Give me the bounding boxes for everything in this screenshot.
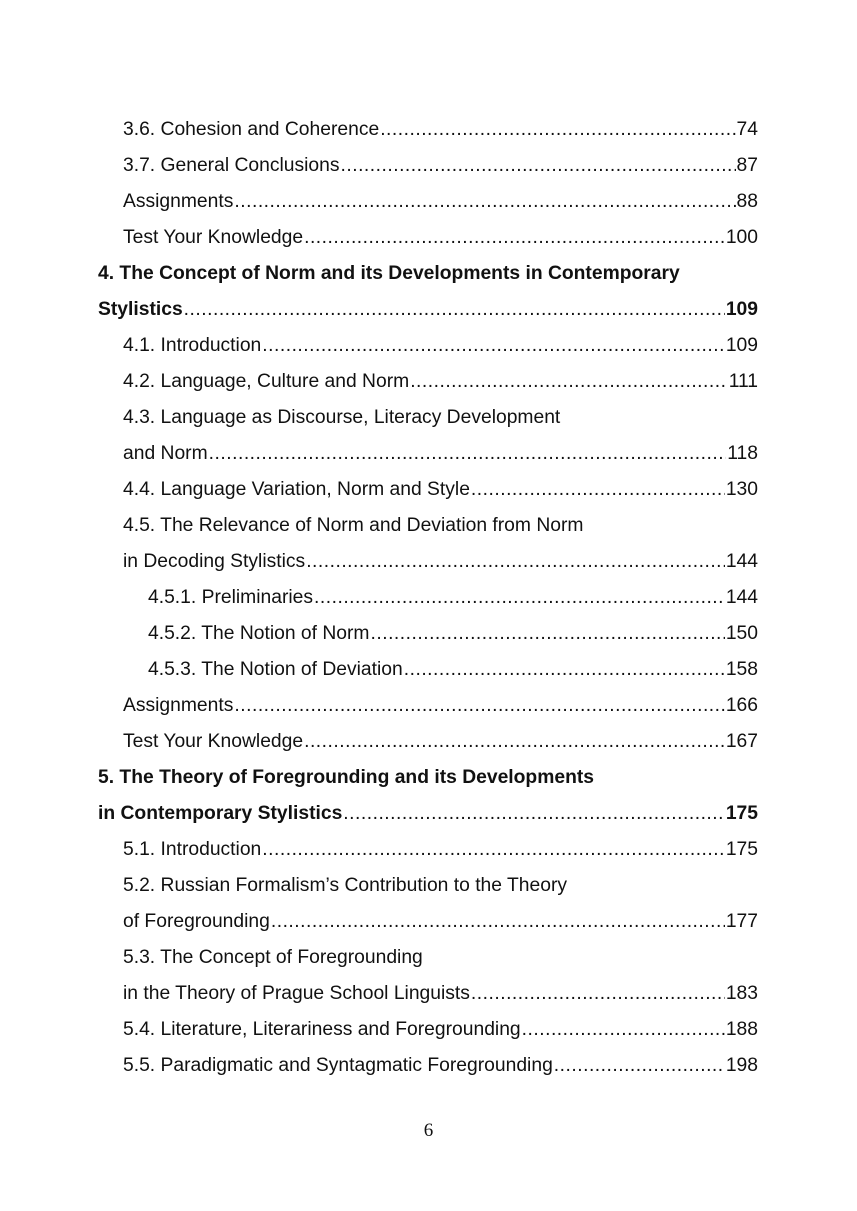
toc-dot-leader [234, 184, 735, 220]
toc-entry-page: 74 [736, 119, 758, 140]
toc-entry-title: 5.1. Introduction [123, 839, 262, 860]
toc-dot-leader [404, 652, 725, 688]
toc-entry-page: 175 [725, 839, 758, 860]
toc-entry [98, 1012, 758, 1048]
toc-dot-leader [380, 112, 735, 148]
toc-entry [98, 832, 758, 868]
toc-entry [98, 184, 758, 220]
toc-entry [98, 148, 758, 184]
toc-entry-title: of Foregrounding [123, 911, 270, 932]
toc-entry [98, 940, 758, 976]
toc-entry-title: and Norm [123, 443, 208, 464]
page-number: 6 [423, 1120, 434, 1141]
toc-entry [98, 472, 758, 508]
toc-entry-page: 166 [725, 695, 758, 716]
toc-entry [98, 292, 758, 328]
toc-entry-title: 5.4. Literature, Literariness and Foregrounding [123, 1019, 521, 1040]
toc-entry-page: 188 [725, 1019, 758, 1040]
toc-dot-leader [234, 688, 724, 724]
toc-entry [98, 616, 758, 652]
toc-entry-title: 5.2. Russian Formalism’s Contribution to the Theory [123, 875, 568, 896]
toc-dot-leader [371, 616, 725, 652]
table-of-contents [98, 112, 758, 1084]
toc-entry [98, 400, 758, 436]
toc-entry [98, 112, 758, 148]
toc-dot-leader [184, 292, 725, 328]
toc-entry [98, 976, 758, 1012]
toc-dot-leader [271, 904, 725, 940]
toc-entry-title: 4.5.2. The Notion of Norm [148, 623, 370, 644]
toc-entry-title: 4. The Concept of Norm and its Developments in Contemporary [98, 263, 680, 284]
toc-entry-page: 109 [725, 335, 758, 356]
toc-entry-page: 150 [725, 623, 758, 644]
toc-entry-page: 109 [725, 299, 758, 320]
toc-entry-title: 5.5. Paradigmatic and Syntagmatic Foregrounding [123, 1055, 553, 1076]
toc-entry-title: Assignments [123, 191, 234, 212]
toc-entry-title: 4.1. Introduction [123, 335, 262, 356]
toc-dot-leader [304, 220, 725, 256]
toc-entry [98, 256, 758, 292]
toc-entry [98, 904, 758, 940]
toc-entry [98, 652, 758, 688]
toc-entry-page: 100 [725, 227, 758, 248]
toc-entry-page: 88 [736, 191, 758, 212]
toc-entry-page: 183 [725, 983, 758, 1004]
toc-entry-title: Assignments [123, 695, 234, 716]
toc-entry-page: 198 [725, 1055, 758, 1076]
toc-entry-title: Test Your Knowledge [123, 731, 304, 752]
toc-entry-page: 130 [725, 479, 758, 500]
toc-dot-leader [209, 436, 727, 472]
toc-dot-leader [262, 328, 725, 364]
toc-entry-title: Stylistics [98, 299, 183, 320]
toc-entry-page: 87 [736, 155, 758, 176]
toc-dot-leader [262, 832, 725, 868]
toc-entry-page: 177 [725, 911, 758, 932]
toc-entry-title: 3.6. Cohesion and Coherence [123, 119, 380, 140]
toc-entry [98, 724, 758, 760]
toc-entry [98, 328, 758, 364]
toc-entry-title: 4.4. Language Variation, Norm and Style [123, 479, 470, 500]
toc-dot-leader [341, 148, 736, 184]
toc-entry-page: 158 [725, 659, 758, 680]
toc-entry-title: 5. The Theory of Foregrounding and its Developments [98, 767, 595, 788]
toc-entry-page: 111 [728, 371, 758, 392]
toc-dot-leader [522, 1012, 725, 1048]
toc-dot-leader [554, 1048, 725, 1084]
toc-entry-title: 4.5.1. Preliminaries [148, 587, 314, 608]
toc-dot-leader [314, 580, 725, 616]
toc-entry [98, 688, 758, 724]
toc-entry-title: in Decoding Stylistics [123, 551, 306, 572]
toc-entry [98, 364, 758, 400]
toc-entry [98, 1048, 758, 1084]
toc-dot-leader [410, 364, 728, 400]
toc-dot-leader [471, 472, 725, 508]
toc-entry-title: 4.5.3. The Notion of Deviation [148, 659, 403, 680]
toc-dot-leader [343, 796, 725, 832]
toc-entry-title: in the Theory of Prague School Linguists [123, 983, 470, 1004]
toc-entry-page: 144 [725, 551, 758, 572]
toc-entry-title: 4.3. Language as Discourse, Literacy Development [123, 407, 561, 428]
toc-entry-title: 3.7. General Conclusions [123, 155, 340, 176]
toc-entry-title: Test Your Knowledge [123, 227, 304, 248]
toc-entry-title: in Contemporary Stylistics [98, 803, 343, 824]
toc-entry [98, 868, 758, 904]
toc-entry-page: 175 [725, 803, 758, 824]
toc-entry [98, 508, 758, 544]
toc-dot-leader [306, 544, 725, 580]
toc-entry-page: 144 [725, 587, 758, 608]
toc-entry [98, 436, 758, 472]
toc-entry [98, 220, 758, 256]
toc-entry-title: 4.2. Language, Culture and Norm [123, 371, 410, 392]
toc-entry [98, 760, 758, 796]
toc-entry [98, 544, 758, 580]
toc-entry [98, 796, 758, 832]
toc-entry-page: 167 [725, 731, 758, 752]
toc-entry-page: 118 [727, 443, 758, 464]
toc-dot-leader [471, 976, 725, 1012]
toc-entry-title: 5.3. The Concept of Foregrounding [123, 947, 423, 968]
toc-entry [98, 580, 758, 616]
toc-dot-leader [304, 724, 725, 760]
toc-entry-title: 4.5. The Relevance of Norm and Deviation from Norm [123, 515, 584, 536]
